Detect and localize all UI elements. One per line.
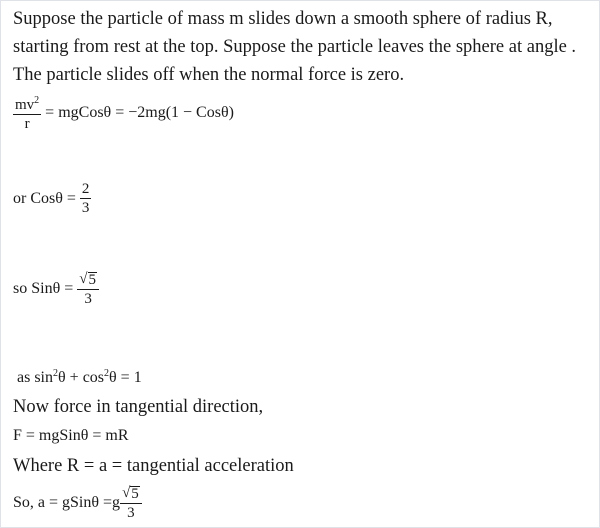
fraction-bar [80, 198, 92, 199]
radical-sign-icon: √ [79, 271, 88, 287]
fraction-denominator: 3 [127, 505, 135, 521]
square-root [77, 271, 99, 288]
equation-rhs: = mgCosθ = −2mg(1 − Cosθ) [45, 103, 234, 121]
equation-lhs: So, a = gSinθ =g [13, 494, 121, 511]
equation-centripetal [13, 93, 234, 132]
fraction-numerator: 2 [81, 181, 90, 197]
fraction-root5-over-3 [77, 271, 99, 307]
exponent: 2 [53, 368, 58, 379]
equation-tangential-force: F = mgSinθ = mR [13, 427, 129, 444]
fraction-mv2-over-r [13, 93, 41, 132]
intro-line-1: Suppose the particle of mass m slides down a smooth sphere of radius R, [13, 9, 553, 29]
fraction-numerator: mv [15, 97, 35, 113]
identity-middle: θ + cos [58, 369, 105, 386]
intro-line-2: starting from rest at the top. Suppose the particle leaves the sphere at angle . [13, 37, 577, 57]
radicand: 5 [88, 272, 96, 288]
identity-suffix: θ = 1 [109, 369, 142, 386]
radicand: 5 [131, 486, 139, 502]
equation-lhs: so Sinθ = [13, 280, 74, 297]
exponent: 2 [104, 368, 110, 379]
text-tangential-force: Now force in tangential direction, [13, 397, 264, 417]
fraction-denominator: r [24, 116, 30, 132]
equation-cos-theta [13, 181, 91, 216]
square-root [120, 485, 142, 502]
equation-identity [17, 365, 142, 387]
fraction-bar [77, 289, 99, 290]
exponent: 2 [34, 95, 40, 106]
fraction-bar [13, 114, 41, 115]
intro-line-3: The particle slides off when the normal force is zero. [13, 65, 405, 85]
fraction-two-thirds [80, 181, 92, 216]
equation-acceleration [13, 485, 142, 521]
fraction-denominator: 3 [81, 200, 90, 216]
radical-sign-icon: √ [122, 485, 131, 501]
equation-lhs: or Cosθ = [13, 189, 76, 207]
text-where-acceleration: Where R = a = tangential acceleration [13, 456, 294, 476]
identity-prefix: as sin [17, 369, 53, 386]
fraction-bar [120, 503, 142, 504]
fraction-root5-over-3 [120, 485, 142, 521]
equation-sin-theta [13, 271, 99, 307]
fraction-denominator: 3 [84, 291, 92, 307]
